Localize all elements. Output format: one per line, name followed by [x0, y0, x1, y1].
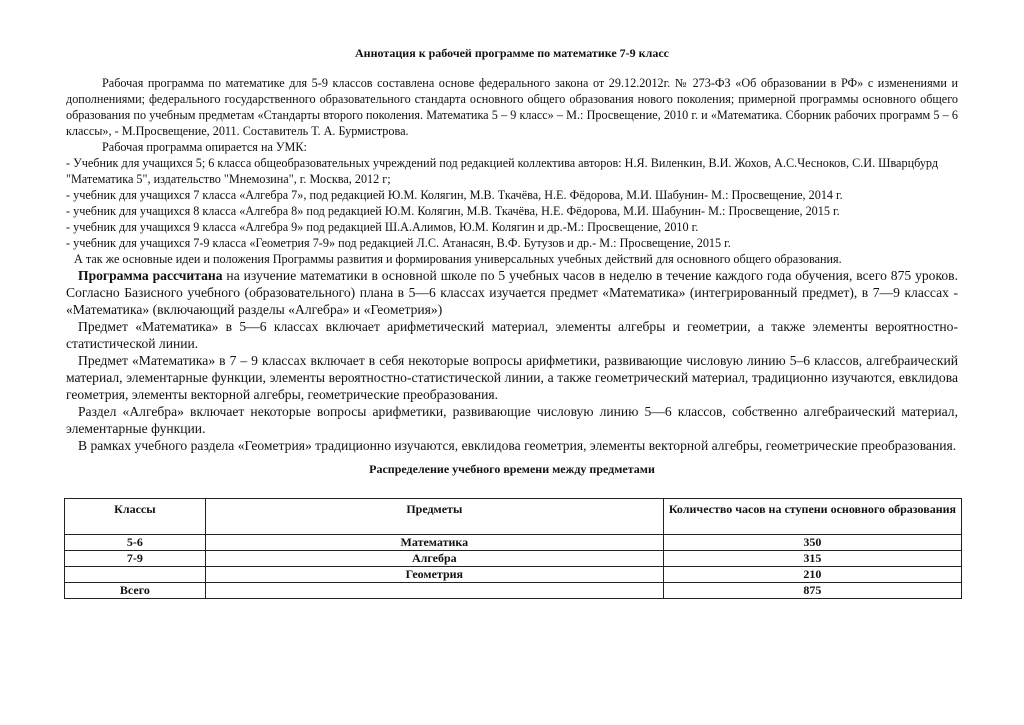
program-paragraph: [66, 267, 958, 318]
table-cell: 350: [663, 535, 961, 551]
math-7-9-paragraph: Предмет «Математика» в 7 – 9 классах включает в себя некоторые вопросы арифметики, развивающие числовую линию 5–6 классов, алгебраический материал, элементарные функции, элементы вероятностно-статистической линии, а также геометрический материал, традиционно изучаются, евклидова геометрия, элементы векторной алгебры, геометрические преобразования.: [66, 353, 958, 402]
table-cell: 315: [663, 551, 961, 567]
textbook-list: [66, 155, 958, 251]
list-item: - Учебник для учащихся 5; 6 класса общеобразовательных учреждений под редакцией коллектива авторов: Н.Я. Виленкин, В.И. Жохов, А.С.Чесноков, С.И. Шварцбурд "Математика 5", издательство "Мнемозина", г. Москва, 2012 г;: [66, 156, 939, 186]
table-row: [65, 567, 962, 583]
header-cell: Классы: [65, 499, 206, 535]
list-item: - учебник для учащихся 7 класса «Алгебра 7», под редакцией Ю.М. Колягин, М.В. Ткачёва, Н.Е. Фёдорова, М.И. Шабунин- М.: Просвещение, 2014 г.: [66, 188, 843, 202]
table-row: [65, 583, 962, 599]
table-cell: [205, 583, 663, 599]
table-cell: 5-6: [65, 535, 206, 551]
program-text: на изучение математики в основной школе по 5 учебных часов в неделю в течение каждого года обучения, всего 875 уроков. Согласно Базисного учебного (образовательного) плана в 5—6 классах изучается предмет «Математика» (интегрированный предмет), в 7—9 классах - «Математика» (включающий разделы «Алгебра» и «Геометрия»): [66, 268, 958, 317]
table-cell: Геометрия: [205, 567, 663, 583]
table-title: Распределение учебного времени между предметами: [369, 462, 655, 476]
intro-paragraph: Рабочая программа по математике для 5-9 классов составлена основе федерального закона от 29.12.2012г. № 273-ФЗ «Об образовании в РФ» с изменениями и дополнениями; федерального государственного образовательного стандарта основного общего образования нового поколения; примерной программы основного общего образования по учебным предметам «Стандарты второго поколения. Математика 5 – 9 класс» – М.: Просвещение, 2010 г. и «Математика. Сборник рабочих программ 5 – 6 классы», - М.Просвещение, 2011. Составитель Т. А. Бурмистрова.: [66, 76, 958, 138]
list-item: - учебник для учащихся 7-9 класса «Геометрия 7-9» под редакцией Л.С. Атанасян, В.Ф. Бутузов и др.- М.: Просвещение, 2015 г.: [66, 236, 731, 250]
list-item: - учебник для учащихся 8 класса «Алгебра 8» под редакцией Ю.М. Колягин, М.В. Ткачёва, Н.Е. Фёдорова, М.И. Шабунин- М.: Просвещение, 2015 г.: [66, 204, 840, 218]
table-cell: 210: [663, 567, 961, 583]
program-bold-lead: Программа рассчитана: [78, 268, 223, 283]
table-header-row: [65, 499, 962, 535]
document-page: [66, 46, 958, 490]
table-cell: [65, 567, 206, 583]
list-item: - учебник для учащихся 9 класса «Алгебра 9» под редакцией Ш.А.Алимов, Ю.М. Колягин и др.-М.: Просвещение, 2010 г.: [66, 220, 699, 234]
table-row: [65, 551, 962, 567]
table-cell: 7-9: [65, 551, 206, 567]
page-title: Аннотация к рабочей программе по математике 7-9 класс: [355, 46, 669, 60]
algebra-paragraph: Раздел «Алгебра» включает некоторые вопросы арифметики, развивающие числовую линию 5—6 классов, собственно алгебраический материал, элементарные функции.: [66, 404, 958, 436]
table-cell: Всего: [65, 583, 206, 599]
umk-intro: Рабочая программа опирается на УМК:: [102, 140, 307, 154]
table-cell: 875: [663, 583, 961, 599]
header-cell: Количество часов на ступени основного образования: [663, 499, 961, 535]
also-paragraph: А так же основные идеи и положения Программы развития и формирования универсальных учебных действий для основного общего образования.: [74, 252, 842, 266]
table-cell: Алгебра: [205, 551, 663, 567]
math-5-6-paragraph: Предмет «Математика» в 5—6 классах включает арифметический материал, элементы алгебры и геометрии, а также элементы вероятностно-статистической линии.: [66, 319, 958, 351]
table-cell: Математика: [205, 535, 663, 551]
header-cell: Предметы: [205, 499, 663, 535]
hours-table: [64, 498, 962, 599]
geometry-paragraph: В рамках учебного раздела «Геометрия» традиционно изучаются, евклидова геометрия, элементы векторной алгебры, геометрические преобразования.: [78, 438, 957, 453]
table-row: [65, 535, 962, 551]
